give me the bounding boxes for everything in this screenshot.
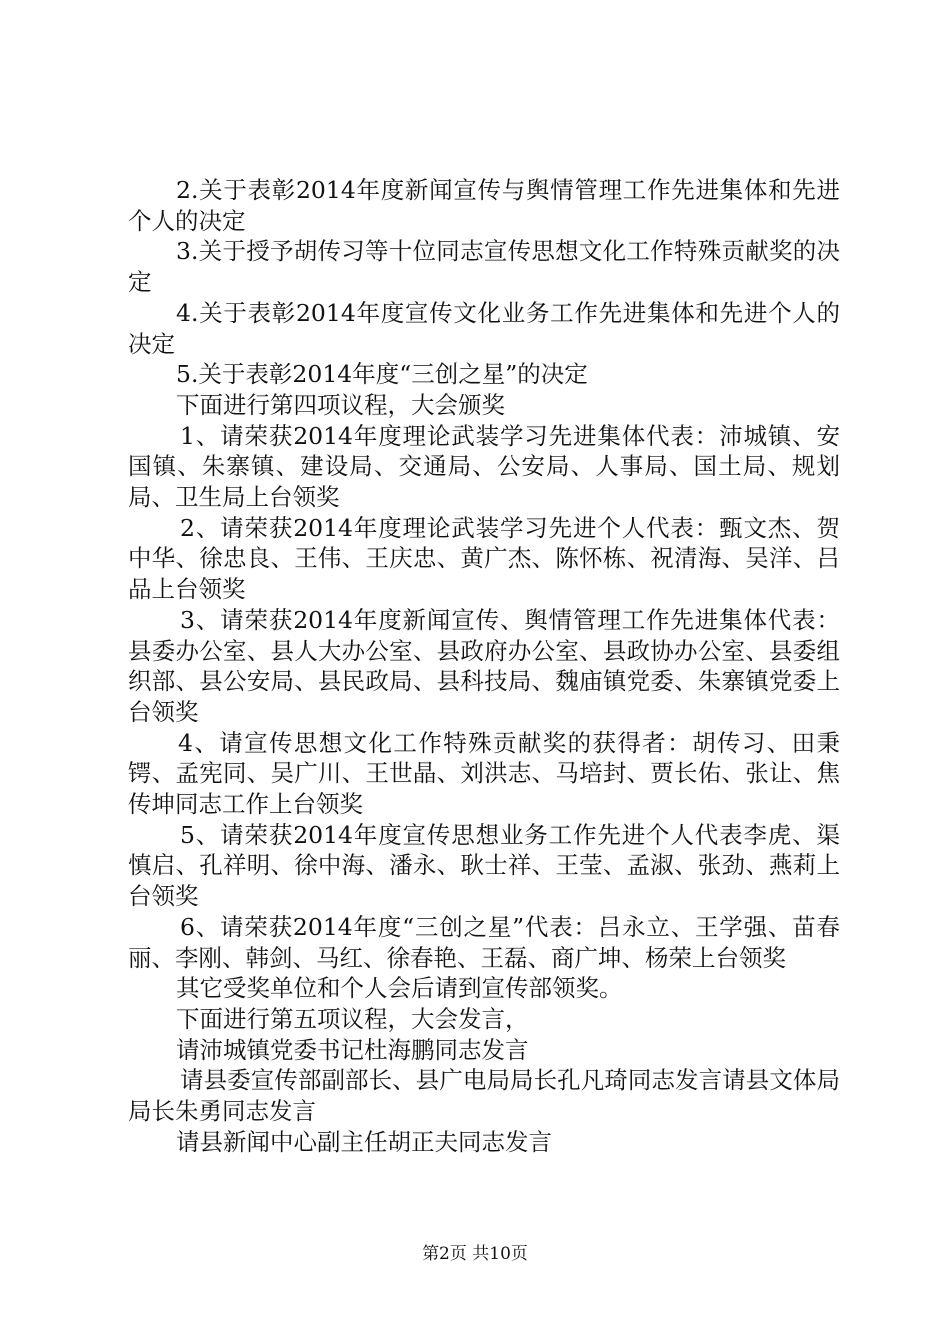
paragraph-speaker-1: 请沛城镇党委书记杜海鹏同志发言 bbox=[176, 1035, 529, 1064]
paragraph-agenda-four: 下面进行第四项议程，大会颁奖 bbox=[176, 390, 505, 419]
paragraph-item-2-decision: 2.关于表彰2014年度新闻宣传与舆情管理工作先进集体和先进个人的决定 bbox=[128, 176, 840, 235]
paragraph-award-2: 2、请荣获2014年度理论武装学习先进个人代表：甄文杰、贺中华、徐忠良、王伟、王庆忠、黄广杰、陈怀栋、祝清海、吴洋、吕品上台领奖 bbox=[128, 513, 840, 604]
paragraph-award-6: 6、请荣获2014年度“三创之星”代表：吕永立、王学强、苗春丽、李刚、韩剑、马红、徐春艳、王磊、商广坤、杨荣上台领奖 bbox=[128, 912, 840, 972]
paragraph-speaker-3: 请县新闻中心副主任胡正夫同志发言 bbox=[176, 1127, 552, 1156]
paragraph-item-5-decision: 5.关于表彰2014年度“三创之星”的决定 bbox=[176, 360, 588, 389]
paragraph-speaker-2: 请县委宣传部副部长、县广电局局长孔凡琦同志发言请县文体局局长朱勇同志发言 bbox=[128, 1066, 840, 1126]
paragraph-item-4-decision: 4.关于表彰2014年度宣传文化业务工作先进集体和先进个人的决定 bbox=[128, 298, 840, 358]
paragraph-award-4: 4、请宣传思想文化工作特殊贡献奖的获得者：胡传习、田秉锷、孟宪同、吴广川、王世晶、刘洪志、马培封、贾长佑、张让、焦传坤同志工作上台领奖 bbox=[128, 728, 840, 819]
page-number-footer: 第2页 共10页 bbox=[422, 1244, 528, 1264]
paragraph-award-1: 1、请荣获2014年度理论武装学习先进集体代表：沛城镇、安国镇、朱寨镇、建设局、交通局、公安局、人事局、国土局、规划局、卫生局上台领奖 bbox=[128, 421, 840, 512]
paragraph-award-5: 5、请荣获2014年度宣传思想业务工作先进个人代表李虎、渠慎启、孔祥明、徐中海、潘永、耿士祥、王莹、孟淑、张劲、燕莉上台领奖 bbox=[128, 820, 840, 911]
paragraph-award-3: 3、请荣获2014年度新闻宣传、舆情管理工作先进集体代表：县委办公室、县人大办公室、县政府办公室、县政协办公室、县委组织部、县公安局、县民政局、县科技局、魏庙镇党委、朱寨镇党委上台领奖 bbox=[128, 605, 840, 726]
paragraph-item-3-decision: 3.关于授予胡传习等十位同志宣传思想文化工作特殊贡献奖的决定 bbox=[128, 237, 840, 297]
document-body bbox=[128, 175, 840, 1158]
paragraph-agenda-five: 下面进行第五项议程，大会发言， bbox=[176, 1004, 529, 1033]
paragraph-other-awards: 其它受奖单位和个人会后请到宣传部领奖。 bbox=[176, 974, 623, 1003]
